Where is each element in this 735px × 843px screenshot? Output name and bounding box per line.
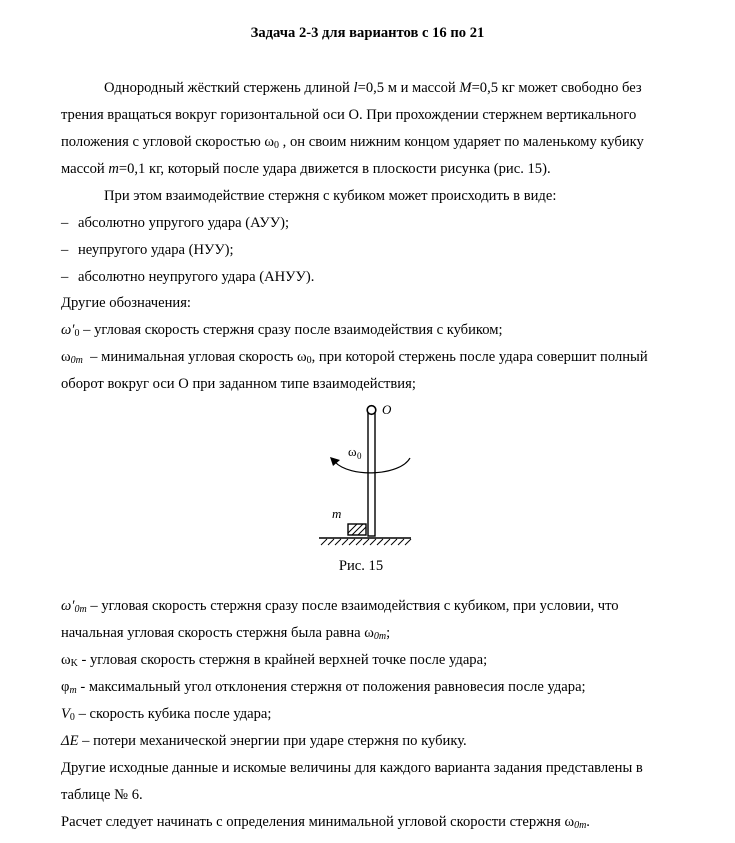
text: =0,5 м и массой — [357, 80, 460, 96]
list-item-text: неупругого удара (НУУ); — [78, 242, 234, 258]
paragraph-3-line-1: Другие исходные данные и искомые величины для каждого варианта задания представлены в — [61, 760, 643, 776]
symbol: ω′ — [61, 598, 75, 614]
definition-phi-m — [61, 678, 586, 696]
text: – угловая скорость стержня сразу после взаимодействия с кубиком, при условии, что — [86, 598, 619, 614]
rod — [368, 412, 375, 536]
list-dash: – — [61, 242, 69, 258]
list-dash: – — [61, 269, 69, 285]
text: положения с угловой скоростью ω — [61, 134, 275, 150]
pivot-point — [367, 406, 376, 415]
symbol-m: m — [108, 161, 119, 177]
text: =0,5 кг может свободно без — [471, 80, 642, 96]
definition-delta-E — [61, 732, 467, 750]
subscript: 0 — [274, 140, 280, 151]
subscript: 0 — [69, 712, 75, 723]
text: , при которой стержень после удара совершит полный — [311, 349, 648, 365]
list-item — [61, 214, 289, 232]
text: ; — [386, 625, 391, 641]
definition-omega-prime-0 — [61, 321, 503, 339]
label-omega-sub: 0 — [357, 451, 362, 461]
text: Однородный жёсткий стержень длиной — [104, 80, 354, 96]
text: – угловая скорость стержня сразу после взаимодействия с кубиком; — [79, 322, 503, 338]
text: начальная угловая скорость стержня была равна ω — [61, 625, 374, 641]
subscript: 0 — [306, 355, 312, 366]
subscript: 0m — [574, 820, 587, 831]
text: массой — [61, 161, 109, 177]
page-title: Задача 2-3 для вариантов с 16 по 21 — [250, 25, 485, 41]
other-notations-label: Другие обозначения: — [61, 295, 191, 311]
symbol: ω′ — [61, 322, 75, 338]
list-item — [61, 268, 314, 286]
text: – потери механической энергии при ударе стержня по кубику. — [78, 733, 467, 749]
subscript: m — [69, 685, 77, 696]
symbol: ω — [61, 349, 71, 365]
text: - максимальный угол отклонения стержня от положения равновесия после удара; — [76, 679, 586, 695]
definition-omega-0m-line-2: оборот вокруг оси O при заданном типе взаимодействия; — [61, 376, 416, 392]
paragraph-1-line-3 — [61, 133, 644, 151]
list-item-text: абсолютно неупругого удара (АНУУ). — [78, 269, 315, 285]
definition-V0 — [61, 705, 271, 723]
symbol: ΔE — [61, 733, 79, 749]
subscript: 0 — [74, 328, 80, 339]
ground-hatching — [321, 539, 411, 545]
figure-rod-and-cube — [315, 398, 415, 553]
subscript: 0m — [70, 355, 83, 366]
definition-omega-prime-0m — [61, 597, 619, 615]
paragraph-1-line-2: трения вращаться вокруг горизонтальной оси O. При прохождении стержнем вертикального — [61, 107, 637, 123]
text: – скорость кубика после удара; — [74, 706, 272, 722]
figure-caption: Рис. 15 — [338, 558, 384, 574]
text: – минимальная угловая скорость ω — [90, 349, 307, 365]
symbol: ω — [61, 652, 71, 668]
text: =0,1 кг, который после удара движется в плоскости рисунка (рис. 15). — [118, 161, 551, 177]
definition-omega-0m — [61, 348, 648, 366]
definition-omega-prime-0m-line-2 — [61, 624, 390, 642]
text: - угловая скорость стержня в крайней верхней точке после удара; — [77, 652, 488, 668]
label-omega: ω — [348, 444, 357, 459]
text: Расчет следует начинать с определения минимальной угловой скорости стержня ω — [61, 814, 575, 830]
paragraph-1-line-4 — [61, 160, 551, 178]
text: , он своим нижним концом ударяет по маленькому кубику — [279, 134, 644, 150]
list-dash: – — [61, 215, 69, 231]
paragraph-3-line-2: таблице № 6. — [61, 787, 143, 803]
symbol: V — [61, 706, 70, 722]
paragraph-4 — [61, 813, 590, 831]
list-item — [61, 241, 234, 259]
symbol-l: l — [353, 80, 358, 96]
subscript: K — [70, 658, 78, 669]
symbol-M: M — [459, 80, 472, 96]
definition-omega-K — [61, 651, 487, 669]
paragraph-1-line-1 — [104, 79, 642, 97]
text: . — [586, 814, 590, 830]
paragraph-2: При этом взаимодействие стержня с кубиком может происходить в виде: — [104, 188, 557, 204]
subscript: 0m — [373, 631, 387, 642]
label-m: m — [332, 506, 342, 521]
symbol: φ — [61, 679, 70, 695]
list-item-text: абсолютно упругого удара (АУУ); — [78, 215, 290, 231]
label-O: O — [382, 402, 392, 417]
subscript: 0m — [74, 604, 87, 615]
